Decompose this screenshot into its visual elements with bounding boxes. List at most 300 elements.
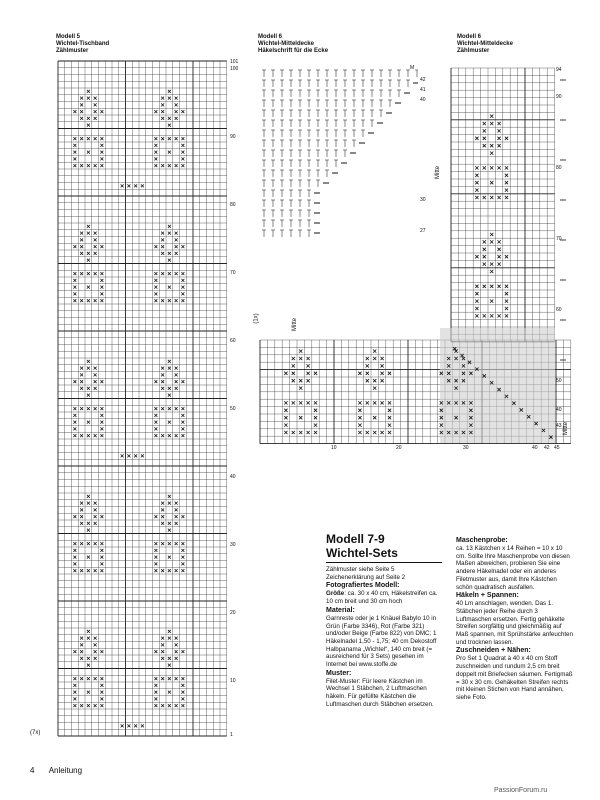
filled-stitch <box>87 164 90 167</box>
chart6b-vertical-cells <box>451 68 555 342</box>
filled-stitch <box>87 677 90 680</box>
filled-stitch <box>505 285 508 288</box>
article-column-right <box>456 536 574 702</box>
filled-stitch <box>87 286 90 289</box>
filled-stitch <box>94 508 97 511</box>
page-number: 4 <box>30 766 35 775</box>
filled-stitch <box>94 232 97 235</box>
filled-stitch <box>181 110 184 113</box>
row-label: 94 <box>556 67 562 73</box>
filled-stitch <box>80 637 83 640</box>
filled-stitch <box>73 549 76 552</box>
filled-stitch <box>490 285 493 288</box>
filled-stitch <box>306 372 309 375</box>
filled-stitch <box>175 137 178 140</box>
filled-stitch <box>299 349 302 352</box>
row-label: 40 <box>556 407 562 413</box>
filled-stitch <box>100 279 103 282</box>
filled-stitch <box>80 299 83 302</box>
filled-stitch <box>161 272 164 275</box>
filled-stitch <box>80 238 83 241</box>
filled-stitch <box>73 684 76 687</box>
filled-stitch <box>168 387 171 390</box>
filled-stitch <box>87 360 90 363</box>
filled-stitch <box>87 522 90 525</box>
filled-stitch <box>175 657 178 660</box>
filled-stitch <box>181 144 184 147</box>
filled-stitch <box>80 117 83 120</box>
filled-stitch <box>358 401 361 404</box>
filled-stitch <box>94 137 97 140</box>
filled-stitch <box>483 262 486 265</box>
filled-stitch <box>134 184 137 187</box>
filled-stitch <box>154 299 157 302</box>
pattern-text: Filet-Muster: Für leere Kästchen im Wechsel 1 Stäbchen, 2 Luftmaschen häkeln. Für gefüllte Kästchen die Luftmaschen durch Stäbchen ersetzen. <box>326 677 434 708</box>
filled-stitch <box>175 164 178 167</box>
row-label: 30 <box>230 542 236 548</box>
filled-stitch <box>168 252 171 255</box>
filled-stitch <box>168 286 171 289</box>
filled-stitch <box>168 434 171 437</box>
filled-stitch <box>141 454 144 457</box>
chart6b-grid <box>250 60 590 460</box>
filled-stitch <box>121 184 124 187</box>
filled-stitch <box>181 542 184 545</box>
filled-stitch <box>306 379 309 382</box>
filled-stitch <box>100 272 103 275</box>
row-label: 27 <box>420 228 426 234</box>
filled-stitch <box>154 434 157 437</box>
filled-stitch <box>483 248 486 251</box>
filled-stitch <box>475 196 478 199</box>
filled-stitch <box>168 630 171 633</box>
filled-stitch <box>154 279 157 282</box>
filled-stitch <box>73 414 76 417</box>
filled-stitch <box>94 387 97 390</box>
filled-stitch <box>94 677 97 680</box>
row-label: 101 <box>230 59 239 65</box>
filled-stitch <box>181 562 184 565</box>
filled-stitch <box>87 117 90 120</box>
filled-stitch <box>181 556 184 559</box>
filled-stitch <box>292 431 295 434</box>
filled-stitch <box>490 114 493 117</box>
filled-stitch <box>490 196 493 199</box>
filled-stitch <box>175 103 178 106</box>
filled-stitch <box>168 637 171 640</box>
filled-stitch <box>292 372 295 375</box>
filled-stitch <box>154 137 157 140</box>
filled-stitch <box>87 259 90 262</box>
filled-stitch <box>299 401 302 404</box>
filled-stitch <box>175 272 178 275</box>
filled-stitch <box>80 650 83 653</box>
filled-stitch <box>87 569 90 572</box>
size-label: Größe <box>326 590 345 598</box>
filled-stitch <box>483 196 486 199</box>
filled-stitch <box>161 407 164 410</box>
filled-stitch <box>87 630 90 633</box>
filled-stitch <box>490 314 493 317</box>
filled-stitch <box>94 103 97 106</box>
filled-stitch <box>505 314 508 317</box>
filled-stitch <box>292 357 295 360</box>
filled-stitch <box>161 657 164 660</box>
crochet-text: 40 Lm anschlagen, wenden. Das 1. Stäbchen jeder Reihe durch 3 Luftmaschen ersetzen. Fertig gehäkelte Streifen sorgfältig und gleichmäßig auf Maß spannen, mit Sprühstärke anfeuchten und trocknen lassen. <box>456 600 573 646</box>
filled-stitch <box>475 292 478 295</box>
filled-stitch <box>73 380 76 383</box>
filled-stitch <box>73 562 76 565</box>
corner-shading <box>440 328 555 443</box>
filled-stitch <box>161 137 164 140</box>
filled-stitch <box>94 117 97 120</box>
filled-stitch <box>306 364 309 367</box>
filled-stitch <box>87 556 90 559</box>
filled-stitch <box>490 166 493 169</box>
filled-stitch <box>181 650 184 653</box>
filled-stitch <box>154 677 157 680</box>
filled-stitch <box>161 367 164 370</box>
filled-stitch <box>175 542 178 545</box>
filled-stitch <box>483 314 486 317</box>
filled-stitch <box>175 117 178 120</box>
filled-stitch <box>299 386 302 389</box>
filled-stitch <box>161 103 164 106</box>
filled-stitch <box>154 427 157 430</box>
filled-stitch <box>181 684 184 687</box>
size-paragraph <box>326 590 442 605</box>
filled-stitch <box>87 657 90 660</box>
row-label: 41 <box>420 87 426 93</box>
row-label: 90 <box>556 94 562 100</box>
filled-stitch <box>154 414 157 417</box>
filled-stitch <box>366 364 369 367</box>
filled-stitch <box>388 401 391 404</box>
chart6b-middle-label-3: Mitte <box>563 421 570 436</box>
filled-stitch <box>161 232 164 235</box>
filled-stitch <box>168 299 171 302</box>
filled-stitch <box>168 522 171 525</box>
filled-stitch <box>366 431 369 434</box>
crochet-heading: Häkeln + Spannen: <box>456 592 519 600</box>
filled-stitch <box>181 299 184 302</box>
filled-stitch <box>100 691 103 694</box>
filled-stitch <box>475 166 478 169</box>
filled-stitch <box>483 137 486 140</box>
filled-stitch <box>100 144 103 147</box>
filled-stitch <box>181 292 184 295</box>
filled-stitch <box>73 164 76 167</box>
filled-stitch <box>181 697 184 700</box>
filled-stitch <box>181 286 184 289</box>
filled-stitch <box>94 650 97 653</box>
filled-stitch <box>94 569 97 572</box>
filled-stitch <box>181 414 184 417</box>
filled-stitch <box>181 515 184 518</box>
filled-stitch <box>181 164 184 167</box>
filled-stitch <box>80 272 83 275</box>
filled-stitch <box>94 704 97 707</box>
filled-stitch <box>154 380 157 383</box>
filled-stitch <box>358 372 361 375</box>
filled-stitch <box>168 421 171 424</box>
filled-stitch <box>483 129 486 132</box>
filled-stitch <box>175 502 178 505</box>
filled-stitch <box>475 255 478 258</box>
filled-stitch <box>94 380 97 383</box>
row-label: 100 <box>230 66 239 72</box>
filled-stitch <box>505 188 508 191</box>
article-intro: Zählmuster siehe Seite 5 Zeichenerklärung auf Seite 2 <box>326 566 406 581</box>
filled-stitch <box>134 454 137 457</box>
filled-stitch <box>483 240 486 243</box>
filled-stitch <box>161 373 164 376</box>
filled-stitch <box>168 360 171 363</box>
filled-stitch <box>73 151 76 154</box>
filled-stitch <box>475 188 478 191</box>
filled-stitch <box>161 569 164 572</box>
filled-stitch <box>161 97 164 100</box>
filled-stitch <box>175 110 178 113</box>
filled-stitch <box>175 704 178 707</box>
filled-stitch <box>373 379 376 382</box>
filled-stitch <box>388 423 391 426</box>
filled-stitch <box>358 409 361 412</box>
chart6b-heading: Modell 6 Wichtel-Mitteldecke Zählmuster <box>457 34 513 54</box>
filled-stitch <box>100 414 103 417</box>
filled-stitch <box>505 292 508 295</box>
filled-stitch <box>87 137 90 140</box>
filled-stitch <box>94 110 97 113</box>
filled-stitch <box>100 110 103 113</box>
filled-stitch <box>505 307 508 310</box>
filled-stitch <box>87 394 90 397</box>
filled-stitch <box>161 508 164 511</box>
chart5-heading: Modell 5 Wichtel-Tischband Zählmuster <box>56 34 110 54</box>
filled-stitch <box>497 196 500 199</box>
filled-stitch <box>73 427 76 430</box>
filled-stitch <box>168 664 171 667</box>
filled-stitch <box>154 684 157 687</box>
filled-stitch <box>87 664 90 667</box>
filled-stitch <box>154 562 157 565</box>
filled-stitch <box>497 248 500 251</box>
filled-stitch <box>475 307 478 310</box>
filled-stitch <box>161 380 164 383</box>
filled-stitch <box>358 431 361 434</box>
filled-stitch <box>475 174 478 177</box>
filled-stitch <box>168 394 171 397</box>
filled-stitch <box>94 373 97 376</box>
filled-stitch <box>181 137 184 140</box>
filled-stitch <box>80 643 83 646</box>
filled-stitch <box>388 416 391 419</box>
column-label: 40 <box>532 445 538 451</box>
filled-stitch <box>490 144 493 147</box>
filled-stitch <box>94 502 97 505</box>
filled-stitch <box>475 299 478 302</box>
filled-stitch <box>284 401 287 404</box>
filled-stitch <box>175 238 178 241</box>
filled-stitch <box>87 407 90 410</box>
filled-stitch <box>127 724 130 727</box>
filled-stitch <box>299 416 302 419</box>
filled-stitch <box>87 232 90 235</box>
filled-stitch <box>490 151 493 154</box>
filled-stitch <box>175 299 178 302</box>
filled-stitch <box>175 232 178 235</box>
filled-stitch <box>490 240 493 243</box>
filled-stitch <box>181 157 184 160</box>
article-title: Modell 7-9 <box>326 532 385 546</box>
filled-stitch <box>366 372 369 375</box>
filled-stitch <box>100 427 103 430</box>
filled-stitch <box>284 372 287 375</box>
filled-stitch <box>373 431 376 434</box>
column-label: 10 <box>331 445 337 451</box>
filled-stitch <box>141 724 144 727</box>
filled-stitch <box>80 407 83 410</box>
filled-stitch <box>100 569 103 572</box>
filled-stitch <box>181 549 184 552</box>
filled-stitch <box>168 90 171 93</box>
filled-stitch <box>181 704 184 707</box>
filled-stitch <box>94 542 97 545</box>
filled-stitch <box>358 416 361 419</box>
filled-stitch <box>100 697 103 700</box>
filled-stitch <box>314 401 317 404</box>
filled-stitch <box>94 407 97 410</box>
filled-stitch <box>373 349 376 352</box>
filled-stitch <box>73 299 76 302</box>
column-label: 20 <box>396 445 402 451</box>
filled-stitch <box>306 357 309 360</box>
filled-stitch <box>175 380 178 383</box>
filled-stitch <box>100 650 103 653</box>
filled-stitch <box>181 691 184 694</box>
filled-stitch <box>154 157 157 160</box>
filled-stitch <box>175 637 178 640</box>
filled-stitch <box>168 569 171 572</box>
filled-stitch <box>154 292 157 295</box>
filled-stitch <box>87 225 90 228</box>
filled-stitch <box>175 387 178 390</box>
filled-stitch <box>87 691 90 694</box>
filled-stitch <box>168 657 171 660</box>
filled-stitch <box>306 401 309 404</box>
filled-stitch <box>154 556 157 559</box>
filled-stitch <box>94 299 97 302</box>
filled-stitch <box>134 724 137 727</box>
filled-stitch <box>87 151 90 154</box>
filled-stitch <box>73 144 76 147</box>
filled-stitch <box>373 357 376 360</box>
filled-stitch <box>161 164 164 167</box>
filled-stitch <box>181 380 184 383</box>
row-label: 80 <box>556 165 562 171</box>
filled-stitch <box>299 357 302 360</box>
chart5-start-marker: (7x) <box>30 730 41 736</box>
chart6b-middle-label: Mitte <box>292 317 299 332</box>
filled-stitch <box>73 421 76 424</box>
filled-stitch <box>127 454 130 457</box>
filled-stitch <box>388 409 391 412</box>
filled-stitch <box>388 372 391 375</box>
filled-stitch <box>94 637 97 640</box>
filled-stitch <box>380 379 383 382</box>
sew-text: Pro Set 1 Quadrat à 40 x 40 cm Stoff zuschneiden und rundum 2,5 cm breit doppelt mit Briefecken säumen. Fertigmaß = 30 x 30 cm. Gehäkelten Streifen rechts mit kleinen Stichen von Hand annähen, siehe Foto. <box>456 655 573 701</box>
filled-stitch <box>80 704 83 707</box>
filled-stitch <box>80 502 83 505</box>
filled-stitch <box>292 401 295 404</box>
filled-stitch <box>100 151 103 154</box>
filled-stitch <box>80 508 83 511</box>
row-label: 70 <box>556 236 562 242</box>
filled-stitch <box>94 164 97 167</box>
filled-stitch <box>358 423 361 426</box>
filled-stitch <box>73 279 76 282</box>
filled-stitch <box>168 407 171 410</box>
filled-stitch <box>497 285 500 288</box>
filled-stitch <box>87 272 90 275</box>
chart6a-heading: Modell 6 Wichtel-Mitteldecke Häkelschrift für die Ecke <box>258 34 329 54</box>
filled-stitch <box>380 431 383 434</box>
filled-stitch <box>94 657 97 660</box>
filled-stitch <box>87 90 90 93</box>
filled-stitch <box>505 181 508 184</box>
filled-stitch <box>100 137 103 140</box>
filled-stitch <box>73 137 76 140</box>
filled-stitch <box>380 372 383 375</box>
filled-stitch <box>154 704 157 707</box>
filled-stitch <box>483 144 486 147</box>
filled-stitch <box>175 522 178 525</box>
filled-stitch <box>161 434 164 437</box>
filled-stitch <box>87 299 90 302</box>
filled-stitch <box>168 691 171 694</box>
filled-stitch <box>73 286 76 289</box>
filled-stitch <box>181 677 184 680</box>
filled-stitch <box>388 431 391 434</box>
filled-stitch <box>87 252 90 255</box>
filled-stitch <box>181 245 184 248</box>
filled-stitch <box>175 434 178 437</box>
filled-stitch <box>100 380 103 383</box>
filled-stitch <box>73 569 76 572</box>
filled-stitch <box>80 542 83 545</box>
filled-stitch <box>87 704 90 707</box>
filled-stitch <box>497 262 500 265</box>
filled-stitch <box>121 724 124 727</box>
filled-stitch <box>161 502 164 505</box>
filled-stitch <box>161 238 164 241</box>
filled-stitch <box>366 379 369 382</box>
filled-stitch <box>168 677 171 680</box>
row-label: 50 <box>556 378 562 384</box>
filled-stitch <box>161 650 164 653</box>
filled-stitch <box>497 255 500 258</box>
row-label: 90 <box>230 134 236 140</box>
filled-stitch <box>380 357 383 360</box>
filled-stitch <box>100 684 103 687</box>
filled-stitch <box>154 515 157 518</box>
column-label: 42 <box>544 445 550 451</box>
filled-stitch <box>100 515 103 518</box>
filled-stitch <box>73 556 76 559</box>
filled-stitch <box>94 97 97 100</box>
chart5-cells <box>58 61 227 736</box>
filled-stitch <box>100 245 103 248</box>
